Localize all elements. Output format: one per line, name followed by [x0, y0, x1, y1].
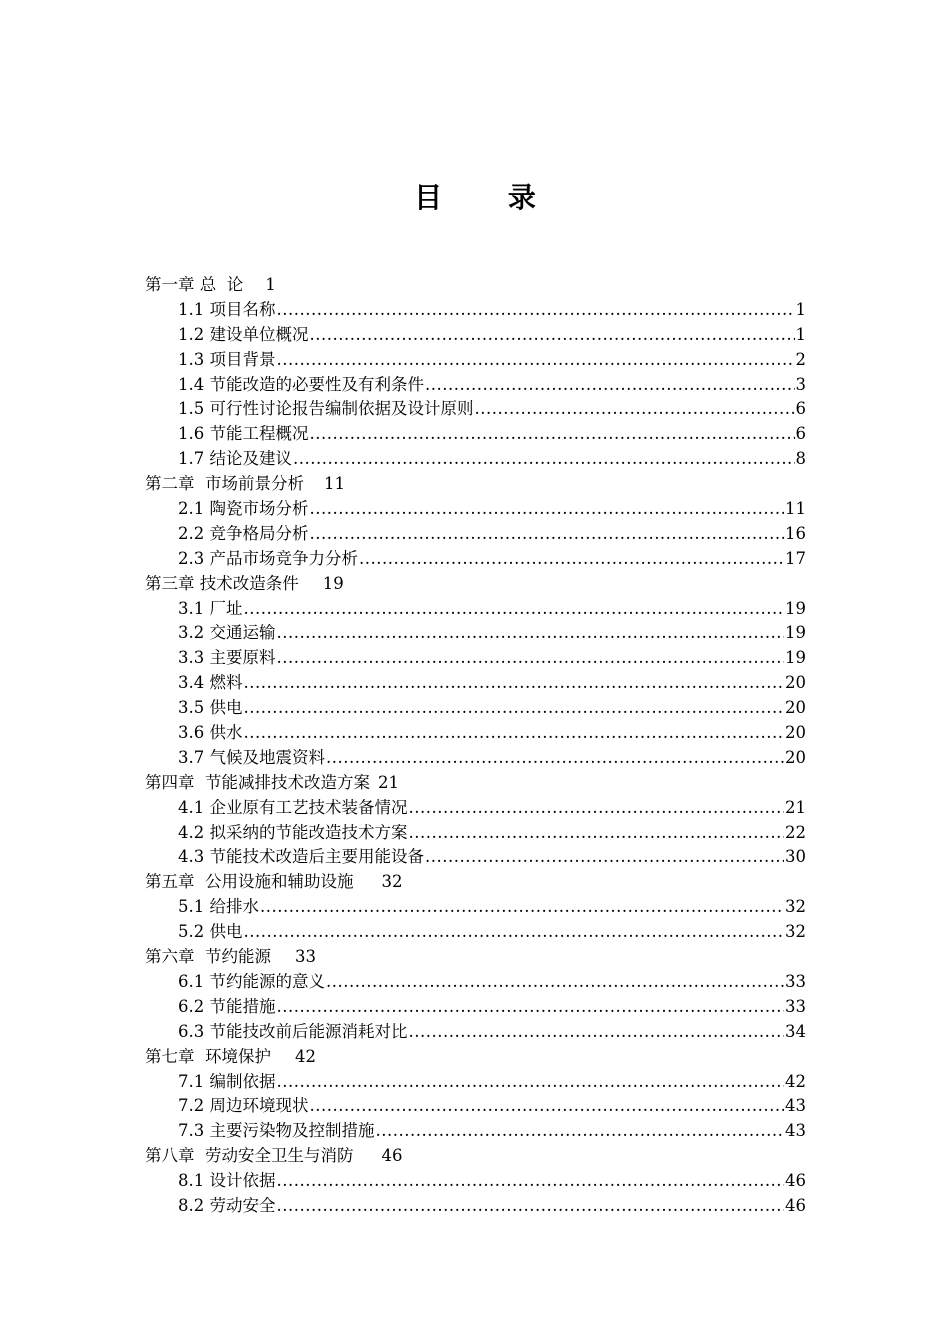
- section-page-number: 33: [785, 996, 806, 1016]
- dot-leader: [244, 671, 785, 696]
- toc-section-entry[interactable]: [145, 373, 806, 398]
- chapter-page-number: 42: [295, 1046, 316, 1066]
- section-title: 5.1 给排水: [178, 897, 259, 917]
- toc-section-entry[interactable]: [145, 1194, 806, 1219]
- dot-leader: [409, 1020, 785, 1045]
- section-title: 1.5 可行性讨论报告编制依据及设计原则: [178, 399, 474, 419]
- section-page-number: 46: [785, 1171, 806, 1191]
- dot-leader: [260, 895, 784, 920]
- section-title: 8.2 劳动安全: [178, 1195, 276, 1215]
- dot-leader: [310, 497, 785, 522]
- toc-section-entry[interactable]: [145, 696, 806, 721]
- toc-section-entry[interactable]: [145, 646, 806, 671]
- chapter-page-number: 21: [378, 772, 399, 792]
- section-title: 1.7 结论及建议: [178, 449, 292, 469]
- section-page-number: 20: [785, 698, 806, 718]
- dot-leader: [277, 1169, 785, 1194]
- section-page-number: 21: [785, 797, 806, 817]
- section-page-number: 22: [785, 822, 806, 842]
- section-page-number: 6: [795, 399, 806, 419]
- section-page-number: 32: [785, 922, 806, 942]
- dot-leader: [244, 721, 785, 746]
- toc-chapter-entry[interactable]: [145, 572, 806, 597]
- toc-section-entry[interactable]: [145, 323, 806, 348]
- section-page-number: 8: [795, 449, 806, 469]
- dot-leader: [277, 348, 795, 373]
- dot-leader: [310, 522, 785, 547]
- dot-leader: [359, 547, 784, 572]
- dot-leader: [475, 397, 795, 422]
- section-title: 4.3 节能技术改造后主要用能设备: [178, 847, 424, 867]
- toc-chapter-entry[interactable]: [145, 945, 806, 970]
- toc-section-entry[interactable]: [145, 721, 806, 746]
- dot-leader: [244, 920, 785, 945]
- dot-leader: [409, 796, 785, 821]
- section-page-number: 32: [785, 897, 806, 917]
- toc-section-entry[interactable]: [145, 422, 806, 447]
- toc-section-entry[interactable]: [145, 1070, 806, 1095]
- dot-leader: [293, 447, 795, 472]
- dot-leader: [277, 646, 785, 671]
- section-title: 1.1 项目名称: [178, 299, 276, 319]
- section-title: 1.4 节能改造的必要性及有利条件: [178, 374, 424, 394]
- chapter-page-number: 32: [381, 872, 403, 892]
- section-title: 3.5 供电: [178, 698, 243, 718]
- toc-chapter-entry[interactable]: [145, 1045, 806, 1070]
- chapter-title: 第七章 环境保护: [145, 1046, 271, 1066]
- section-page-number: 17: [785, 548, 806, 568]
- dot-leader: [277, 621, 785, 646]
- toc-section-entry[interactable]: [145, 497, 806, 522]
- toc-section-entry[interactable]: [145, 995, 806, 1020]
- chapter-page-number: 46: [381, 1146, 403, 1166]
- toc-chapter-entry[interactable]: [145, 1144, 806, 1169]
- chapter-title: 第三章 技术改造条件: [145, 573, 299, 593]
- toc-section-entry[interactable]: [145, 671, 806, 696]
- toc-section-entry[interactable]: [145, 1020, 806, 1045]
- section-title: 2.2 竞争格局分析: [178, 523, 309, 543]
- chapter-title: 第五章 公用设施和辅助设施: [145, 872, 354, 892]
- section-page-number: 16: [785, 523, 806, 543]
- toc-section-entry[interactable]: [145, 1169, 806, 1194]
- dot-leader: [326, 746, 784, 771]
- toc-section-entry[interactable]: [145, 895, 806, 920]
- section-page-number: 19: [785, 648, 806, 668]
- section-page-number: 19: [785, 623, 806, 643]
- section-title: 7.3 主要污染物及控制措施: [178, 1121, 375, 1141]
- section-title: 7.1 编制依据: [178, 1071, 276, 1091]
- chapter-title: 第六章 节约能源: [145, 947, 271, 967]
- toc-section-entry[interactable]: [145, 447, 806, 472]
- section-page-number: 3: [795, 374, 806, 394]
- section-page-number: 11: [785, 499, 806, 519]
- toc-section-entry[interactable]: [145, 597, 806, 622]
- section-title: 2.3 产品市场竞争力分析: [178, 548, 358, 568]
- section-page-number: 42: [785, 1071, 806, 1091]
- section-title: 6.1 节约能源的意义: [178, 971, 325, 991]
- toc-chapter-entry[interactable]: [145, 771, 806, 796]
- section-title: 3.6 供水: [178, 723, 243, 743]
- toc-section-entry[interactable]: [145, 845, 806, 870]
- toc-section-entry[interactable]: [145, 522, 806, 547]
- toc-chapter-entry[interactable]: [145, 472, 806, 497]
- dot-leader: [409, 821, 785, 846]
- section-title: 3.4 燃料: [178, 673, 243, 693]
- toc-section-entry[interactable]: [145, 920, 806, 945]
- dot-leader: [310, 1094, 785, 1119]
- chapter-page-number: 33: [295, 947, 316, 967]
- dot-leader: [376, 1119, 785, 1144]
- section-title: 3.7 气候及地震资料: [178, 747, 325, 767]
- toc-section-entry[interactable]: [145, 397, 806, 422]
- toc-chapter-entry[interactable]: [145, 273, 806, 298]
- toc-section-entry[interactable]: [145, 298, 806, 323]
- chapter-page-number: 11: [324, 474, 345, 494]
- toc-section-entry[interactable]: [145, 348, 806, 373]
- section-page-number: 1: [795, 299, 806, 319]
- toc-section-entry[interactable]: [145, 547, 806, 572]
- section-page-number: 6: [795, 424, 806, 444]
- dot-leader: [326, 970, 784, 995]
- toc-section-entry[interactable]: [145, 796, 806, 821]
- dot-leader: [244, 696, 785, 721]
- section-title: 6.3 节能技改前后能源消耗对比: [178, 1021, 408, 1041]
- section-page-number: 1: [795, 324, 806, 344]
- section-title: 3.1 厂址: [178, 598, 243, 618]
- section-title: 4.1 企业原有工艺技术装备情况: [178, 797, 408, 817]
- toc-section-entry[interactable]: [145, 746, 806, 771]
- page-title: 目 录: [414, 181, 564, 214]
- chapter-title: 第四章 节能减排技术改造方案: [145, 772, 370, 792]
- section-page-number: 43: [785, 1096, 806, 1116]
- toc-section-entry[interactable]: [145, 1094, 806, 1119]
- dot-leader: [310, 323, 795, 348]
- toc-section-entry[interactable]: [145, 621, 806, 646]
- section-title: 8.1 设计依据: [178, 1171, 276, 1191]
- section-page-number: 34: [785, 1021, 806, 1041]
- section-title: 1.3 项目背景: [178, 349, 276, 369]
- section-page-number: 30: [785, 847, 806, 867]
- chapter-title: 第八章 劳动安全卫生与消防: [145, 1146, 354, 1166]
- chapter-title: 第二章 市场前景分析: [145, 474, 304, 494]
- toc-chapter-entry[interactable]: [145, 870, 806, 895]
- section-title: 4.2 拟采纳的节能改造技术方案: [178, 822, 408, 842]
- chapter-page-number: 19: [322, 573, 344, 593]
- section-page-number: 20: [785, 723, 806, 743]
- dot-leader: [277, 995, 785, 1020]
- table-of-contents: [145, 273, 806, 1219]
- toc-section-entry[interactable]: [145, 1119, 806, 1144]
- section-page-number: 33: [785, 971, 806, 991]
- dot-leader: [277, 1070, 785, 1095]
- section-title: 3.3 主要原料: [178, 648, 276, 668]
- section-title: 1.6 节能工程概况: [178, 424, 309, 444]
- section-page-number: 19: [785, 598, 806, 618]
- dot-leader: [277, 298, 795, 323]
- section-title: 6.2 节能措施: [178, 996, 276, 1016]
- section-title: 2.1 陶瓷市场分析: [178, 499, 309, 519]
- section-page-number: 20: [785, 673, 806, 693]
- dot-leader: [425, 845, 784, 870]
- section-title: 3.2 交通运输: [178, 623, 276, 643]
- section-title: 7.2 周边环境现状: [178, 1096, 309, 1116]
- toc-section-entry[interactable]: [145, 821, 806, 846]
- chapter-title: 第一章 总 论: [145, 275, 244, 294]
- section-title: 1.2 建设单位概况: [178, 324, 309, 344]
- section-page-number: 2: [795, 349, 806, 369]
- dot-leader: [310, 422, 795, 447]
- dot-leader: [244, 597, 785, 622]
- section-title: 5.2 供电: [178, 922, 243, 942]
- section-page-number: 43: [785, 1121, 806, 1141]
- dot-leader: [277, 1194, 785, 1219]
- section-page-number: 20: [785, 747, 806, 767]
- chapter-page-number: 1: [265, 275, 276, 294]
- dot-leader: [425, 373, 795, 398]
- section-page-number: 46: [785, 1195, 806, 1215]
- toc-section-entry[interactable]: [145, 970, 806, 995]
